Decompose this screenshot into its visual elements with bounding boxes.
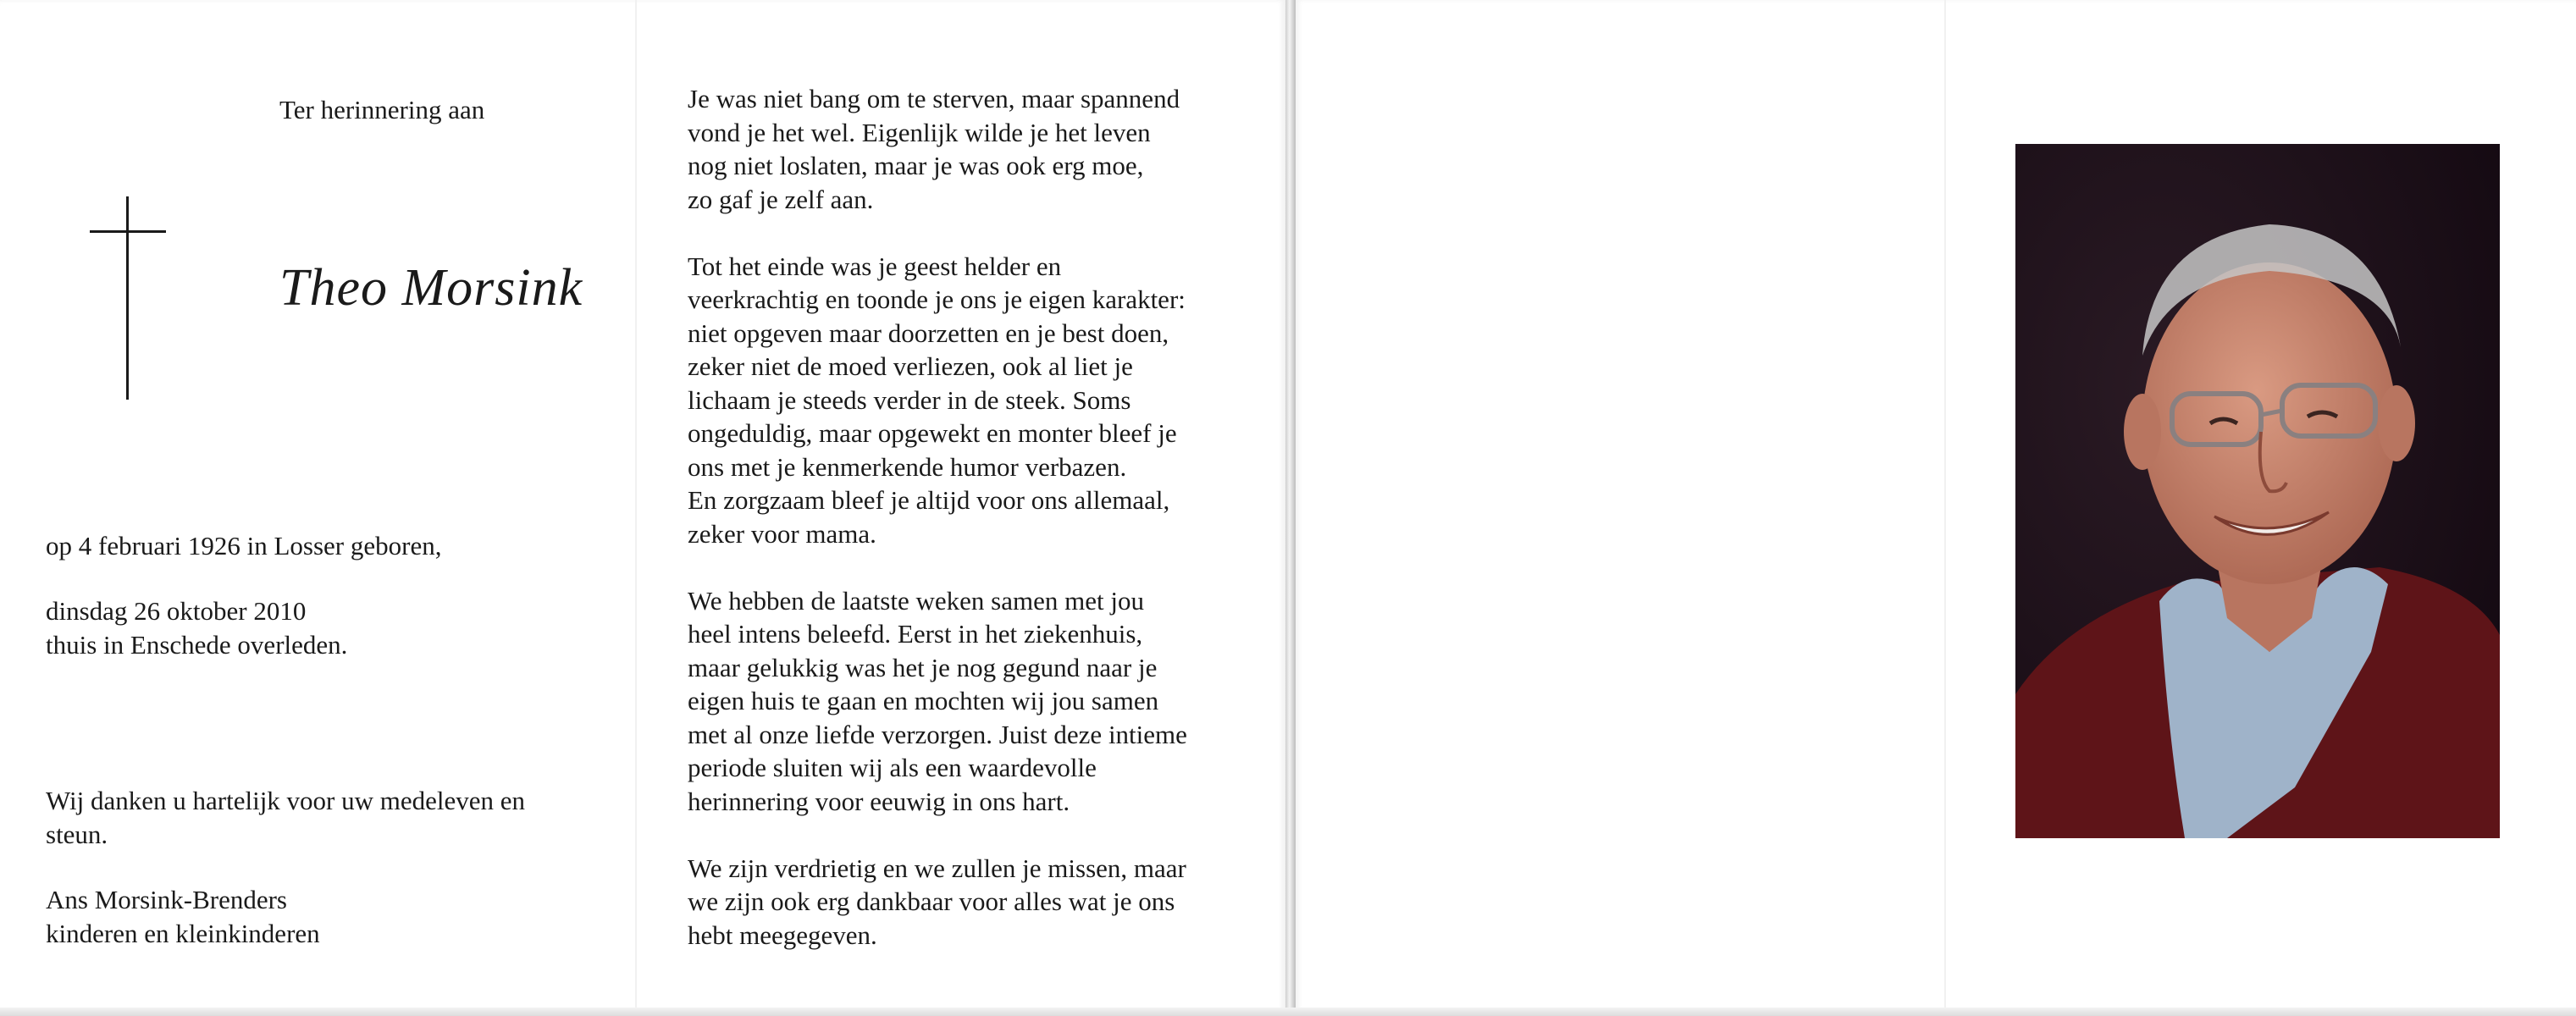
poem-line: zeker niet de moed verliezen, ook al liet je [688, 351, 1133, 381]
poem-line: ongeduldig, maar opgewekt en monter bleef je [688, 418, 1177, 448]
poem-line: Tot het einde was je geest helder en [688, 251, 1062, 281]
poem-line: zeker voor mama. [688, 518, 876, 549]
family-line: kinderen en kleinkinderen [46, 918, 320, 948]
death-info [46, 594, 347, 661]
cross-icon [90, 196, 166, 400]
poem-line: periode sluiten wij als een waardevolle [688, 753, 1097, 782]
poem-line: eigen huis te gaan en mochten wij jou samen [688, 686, 1159, 715]
poem-line: zo gaf je zelf aan. [688, 184, 874, 214]
poem-stanza [688, 82, 1187, 216]
poem-stanza [688, 584, 1187, 819]
poem-line: Je was niet bang om te sterven, maar spannend [688, 84, 1180, 113]
poem-line: niet opgeven maar doorzetten en je best doen, [688, 318, 1169, 348]
poem-line: We hebben de laatste weken samen met jou [688, 585, 1144, 616]
poem-line: maar gelukkig was het je nog gegund naar je [688, 652, 1158, 682]
fold-line-left [635, 0, 637, 1013]
poem-line: heel intens beleefd. Eerst in het ziekenhuis, [688, 619, 1143, 649]
poem-line: nog niet loslaten, maar je was ook erg moe, [688, 151, 1144, 180]
poem-stanza [688, 250, 1187, 551]
poem-line: En zorgzaam bleef je altijd voor ons allemaal, [688, 485, 1170, 515]
portrait-photo [2015, 144, 2500, 838]
card-bottom-edge [0, 1008, 2576, 1016]
deceased-name: Theo Morsink [279, 259, 583, 317]
poem-stanza [688, 852, 1187, 952]
poem-line: vond je het wel. Eigenlijk wilde je het leven [688, 117, 1151, 147]
fold-line-right [1944, 0, 1946, 1013]
poem-line: We zijn verdrietig en we zullen je missen, maar [688, 853, 1186, 883]
poem-line: we zijn ook erg dankbaar voor alles wat je ons [688, 886, 1175, 916]
right-ear [2378, 385, 2415, 461]
portrait-illustration [2015, 144, 2500, 838]
death-line: thuis in Enschede overleden. [46, 629, 348, 660]
thanks-line: steun. [46, 819, 108, 849]
poem-line: lichaam je steeds verder in de steek. Soms [688, 384, 1131, 415]
heading: Ter herinnering aan [279, 95, 485, 124]
poem-line: met al onze liefde verzorgen. Juist deze intieme [688, 719, 1187, 749]
thanks-text [46, 784, 525, 851]
poem-line: ons met je kenmerkende humor verbazen. [688, 451, 1127, 482]
family-signature [46, 883, 320, 950]
birth-line: op 4 februari 1926 in Losser geboren, [46, 531, 442, 560]
poem-line: veerkrachtig en toonde je ons je eigen karakter: [688, 284, 1186, 314]
card-gap [1285, 0, 1296, 1016]
poem-line: hebt meegegeven. [688, 919, 877, 950]
left-ear [2124, 394, 2161, 470]
death-line: dinsdag 26 oktober 2010 [46, 596, 307, 626]
memorial-poem [688, 82, 1187, 986]
family-line: Ans Morsink-Brenders [46, 885, 287, 914]
face-shape [2142, 262, 2396, 584]
birth-info [46, 529, 441, 563]
poem-line: herinnering voor eeuwig in ons hart. [688, 786, 1070, 816]
thanks-line: Wij danken u hartelijk voor uw medeleven en [46, 786, 526, 815]
